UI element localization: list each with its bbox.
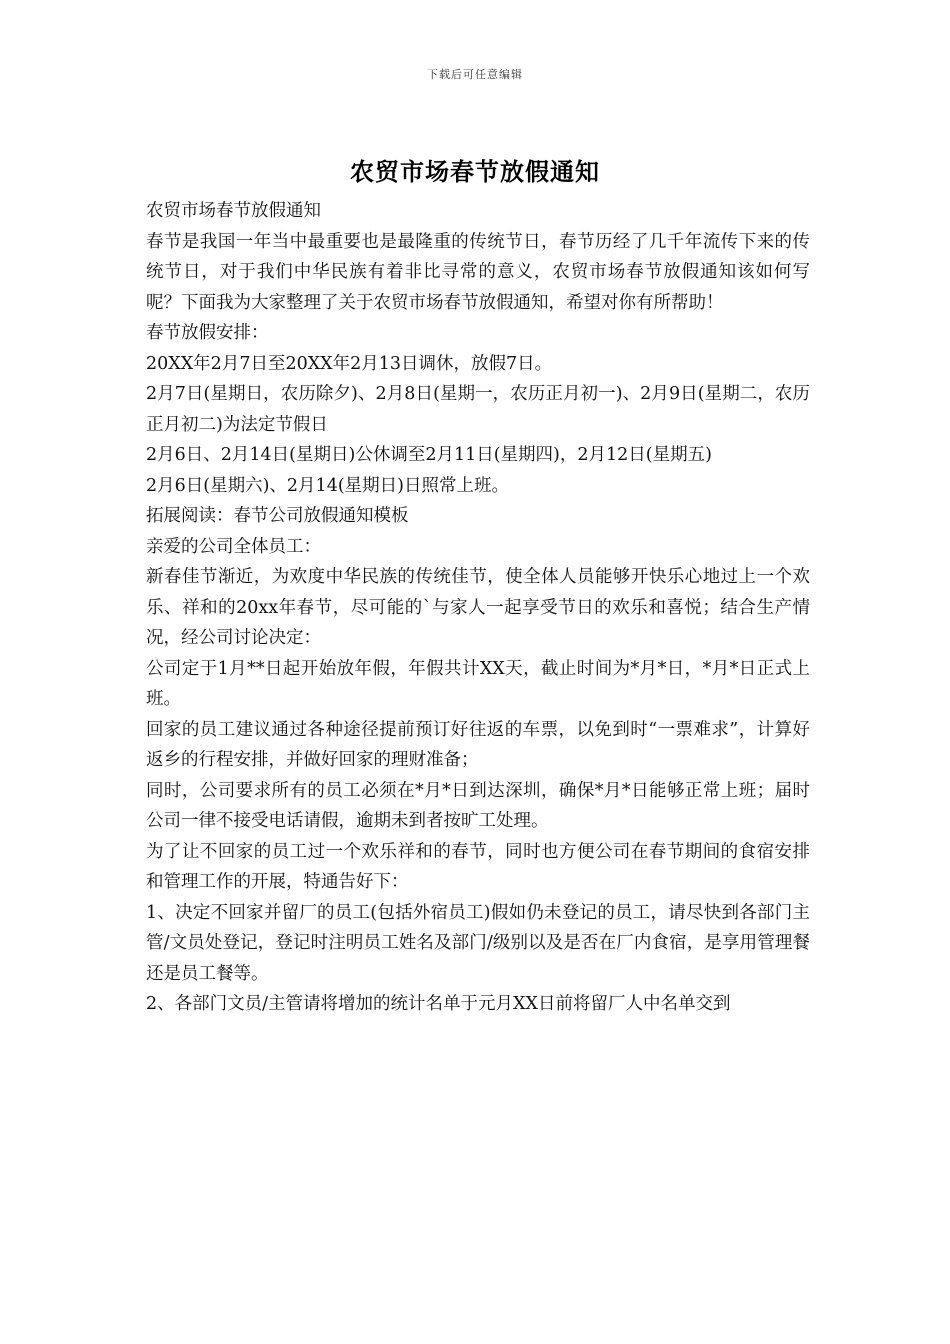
paragraph: 新春佳节渐近，为欢度中华民族的传统佳节，使全体人员能够开快乐心地过上一个欢乐、祥和的20xx年春节，尽可能的`与家人一起享受节日的欢乐和喜悦；结合生产情况，经公司讨论决定： — [146, 567, 810, 648]
paragraph: 拓展阅读：春节公司放假通知模板 — [146, 506, 409, 526]
paragraph: 回家的员工建议通过各种途径提前预订好往返的车票，以免到时“一票难求”，计算好返乡的行程安排，并做好回家的理财准备； — [146, 719, 810, 770]
document-body — [146, 196, 810, 1020]
paragraph: 农贸市场春节放假通知 — [146, 201, 321, 221]
paragraph: 同时，公司要求所有的员工必须在*月*日到达深圳，确保*月*日能够正常上班；届时公司一律不接受电话请假，逾期未到者按旷工处理。 — [146, 780, 810, 831]
paragraph: 2、各部门文员/主管请将增加的统计名单于元月XX日前将留厂人中名单交到 — [146, 994, 731, 1014]
paragraph: 20XX年2月7日至20XX年2月13日调休，放假7日。 — [146, 353, 553, 374]
paragraph: 为了让不回家的员工过一个欢乐祥和的春节，同时也方便公司在春节期间的食宿安排和管理工作的开展，特通告好下： — [146, 841, 810, 892]
paragraph: 亲爱的公司全体员工： — [146, 536, 321, 557]
paragraph: 2月7日(星期日，农历除夕)、2月8日(星期一，农历正月初一)、2月9日(星期二，农历正月初二)为法定节假日 — [146, 384, 810, 435]
paragraph: 2月6日、2月14日(星期日)公休调至2月11日(星期四)，2月12日(星期五) — [146, 445, 712, 465]
paragraph: 2月6日(星期六)、2月14(星期日)日照常上班。 — [146, 475, 509, 496]
paragraph: 1、决定不回家并留厂的员工(包括外宿员工)假如仍未登记的员工，请尽快到各部门主管/文员处登记，登记时注明员工姓名及部门/级别以及是否在厂内食宿，是享用管理餐还是员工餐等。 — [146, 902, 810, 984]
paragraph: 春节是我国一年当中最重要也是最隆重的传统节日，春节历经了几千年流传下来的传统节日，对于我们中华民族有着非比寻常的意义，农贸市场春节放假通知该如何写呢？下面我为大家整理了关于农贸市场春节放假通知，希望对你有所帮助！ — [146, 231, 810, 313]
paragraph: 春节放假安排： — [146, 323, 269, 343]
paragraph: 公司定于1月**日起开始放年假，年假共计XX天，截止时间为*月*日，*月*日正式上班。 — [146, 658, 810, 709]
header-note: 下载后可任意编辑 — [427, 68, 523, 81]
document-title: 农贸市场春节放假通知 — [350, 157, 600, 186]
